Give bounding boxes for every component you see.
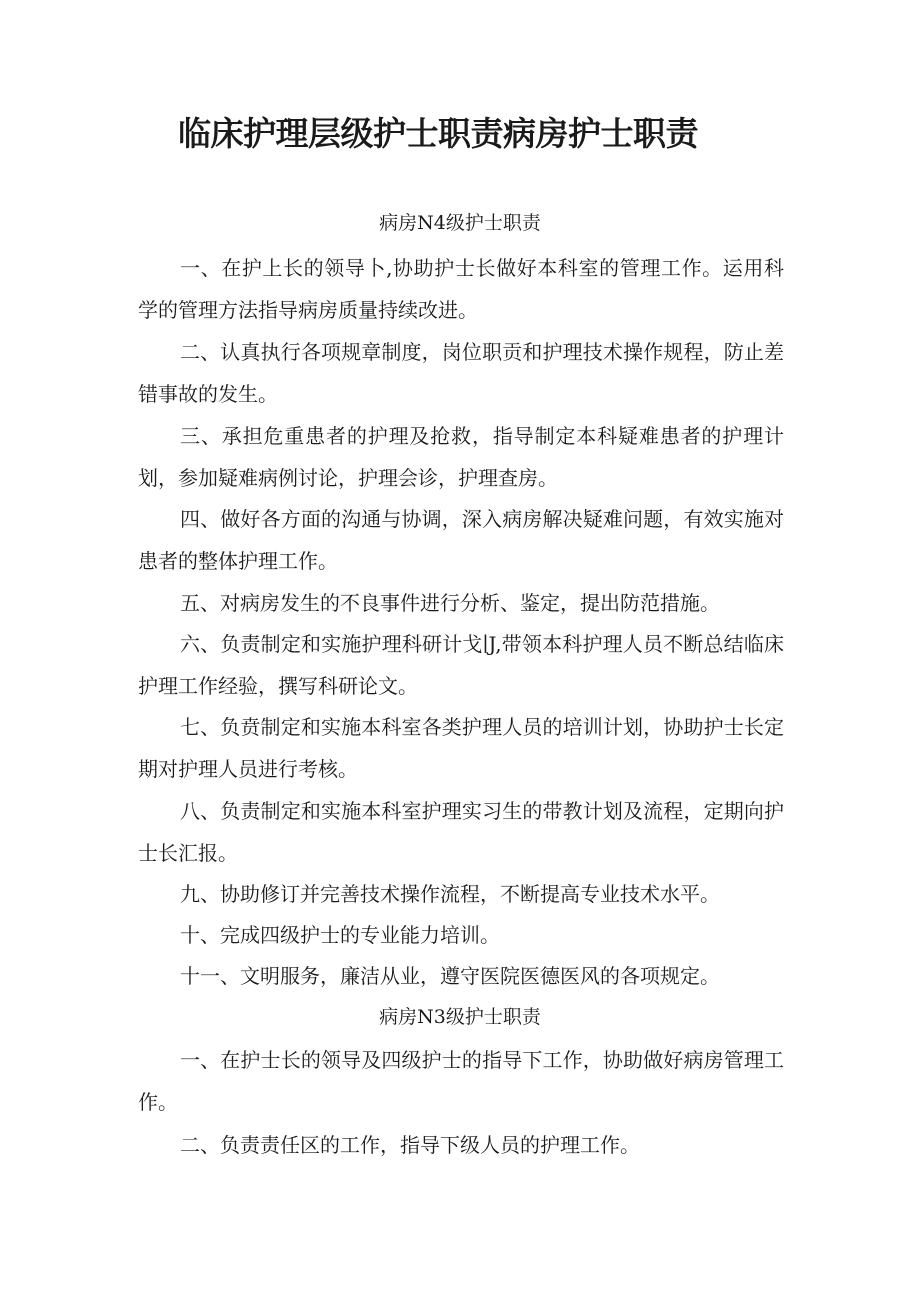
n4-duty-8: 八、负责制定和实施本科室护理实习生的带教计划及流程，定期向护士长汇报。 (138, 799, 784, 865)
n4-duty-6: 六、负责制定和实施护理科研计戈∣J,带领本科护理人员不断总结临床护理工作经验，撰写科研论文。 (138, 632, 784, 698)
n4-duty-5: 五、对病房发生的不良事件进行分析、鉴定，提出防范措施。 (180, 591, 720, 615)
n3-duty-2: 二、负责责任区的工作，指导下级人员的护理工作。 (180, 1133, 640, 1157)
n3-duty-1: 一、在护士长的领导及四级护士的指导下工作，协助做好病房管理工作。 (138, 1048, 784, 1114)
section-heading-n3: 病房N3级护士职责 (379, 1006, 541, 1028)
n4-duty-10: 十、完成四级护士的专业能力培训。 (180, 923, 500, 947)
document-title: 临床护理层级护士职责病房护士职责 (178, 114, 698, 153)
n4-duty-1: 一、在护上长的领导卜,协助护士长做好本科室的管理工作。运用科学的管理方法指导病房质量持续改进。 (138, 256, 784, 322)
n4-duty-11: 十一、文明服务，廉洁从业，遵守医院医德医风的各项规定。 (180, 964, 720, 988)
section-heading-n4: 病房N4级护士职责 (379, 212, 541, 234)
n4-duty-4: 四、做好各方面的沟通与协调，深入病房解决疑难问题，有效实施对患者的整体护理工作。 (138, 507, 784, 573)
n4-duty-3: 三、承担危重患者的护理及抢救，指导制定本科疑难患者的护理计划，参加疑难病例讨论，护理会诊，护理查房。 (138, 424, 784, 490)
n4-duty-2: 二、认真执行各项规章制度，岗位职贡和护理技术操作规程，防止差错事故的发生。 (138, 340, 784, 406)
n4-duty-9: 九、协助修订并完善技术操作流程，不断提高专业技术水平。 (180, 882, 720, 906)
n4-duty-7: 七、负贲制定和实施本科室各类护理人员的培训计划，协助护士长定期对护理人员进行考核。 (138, 715, 784, 781)
